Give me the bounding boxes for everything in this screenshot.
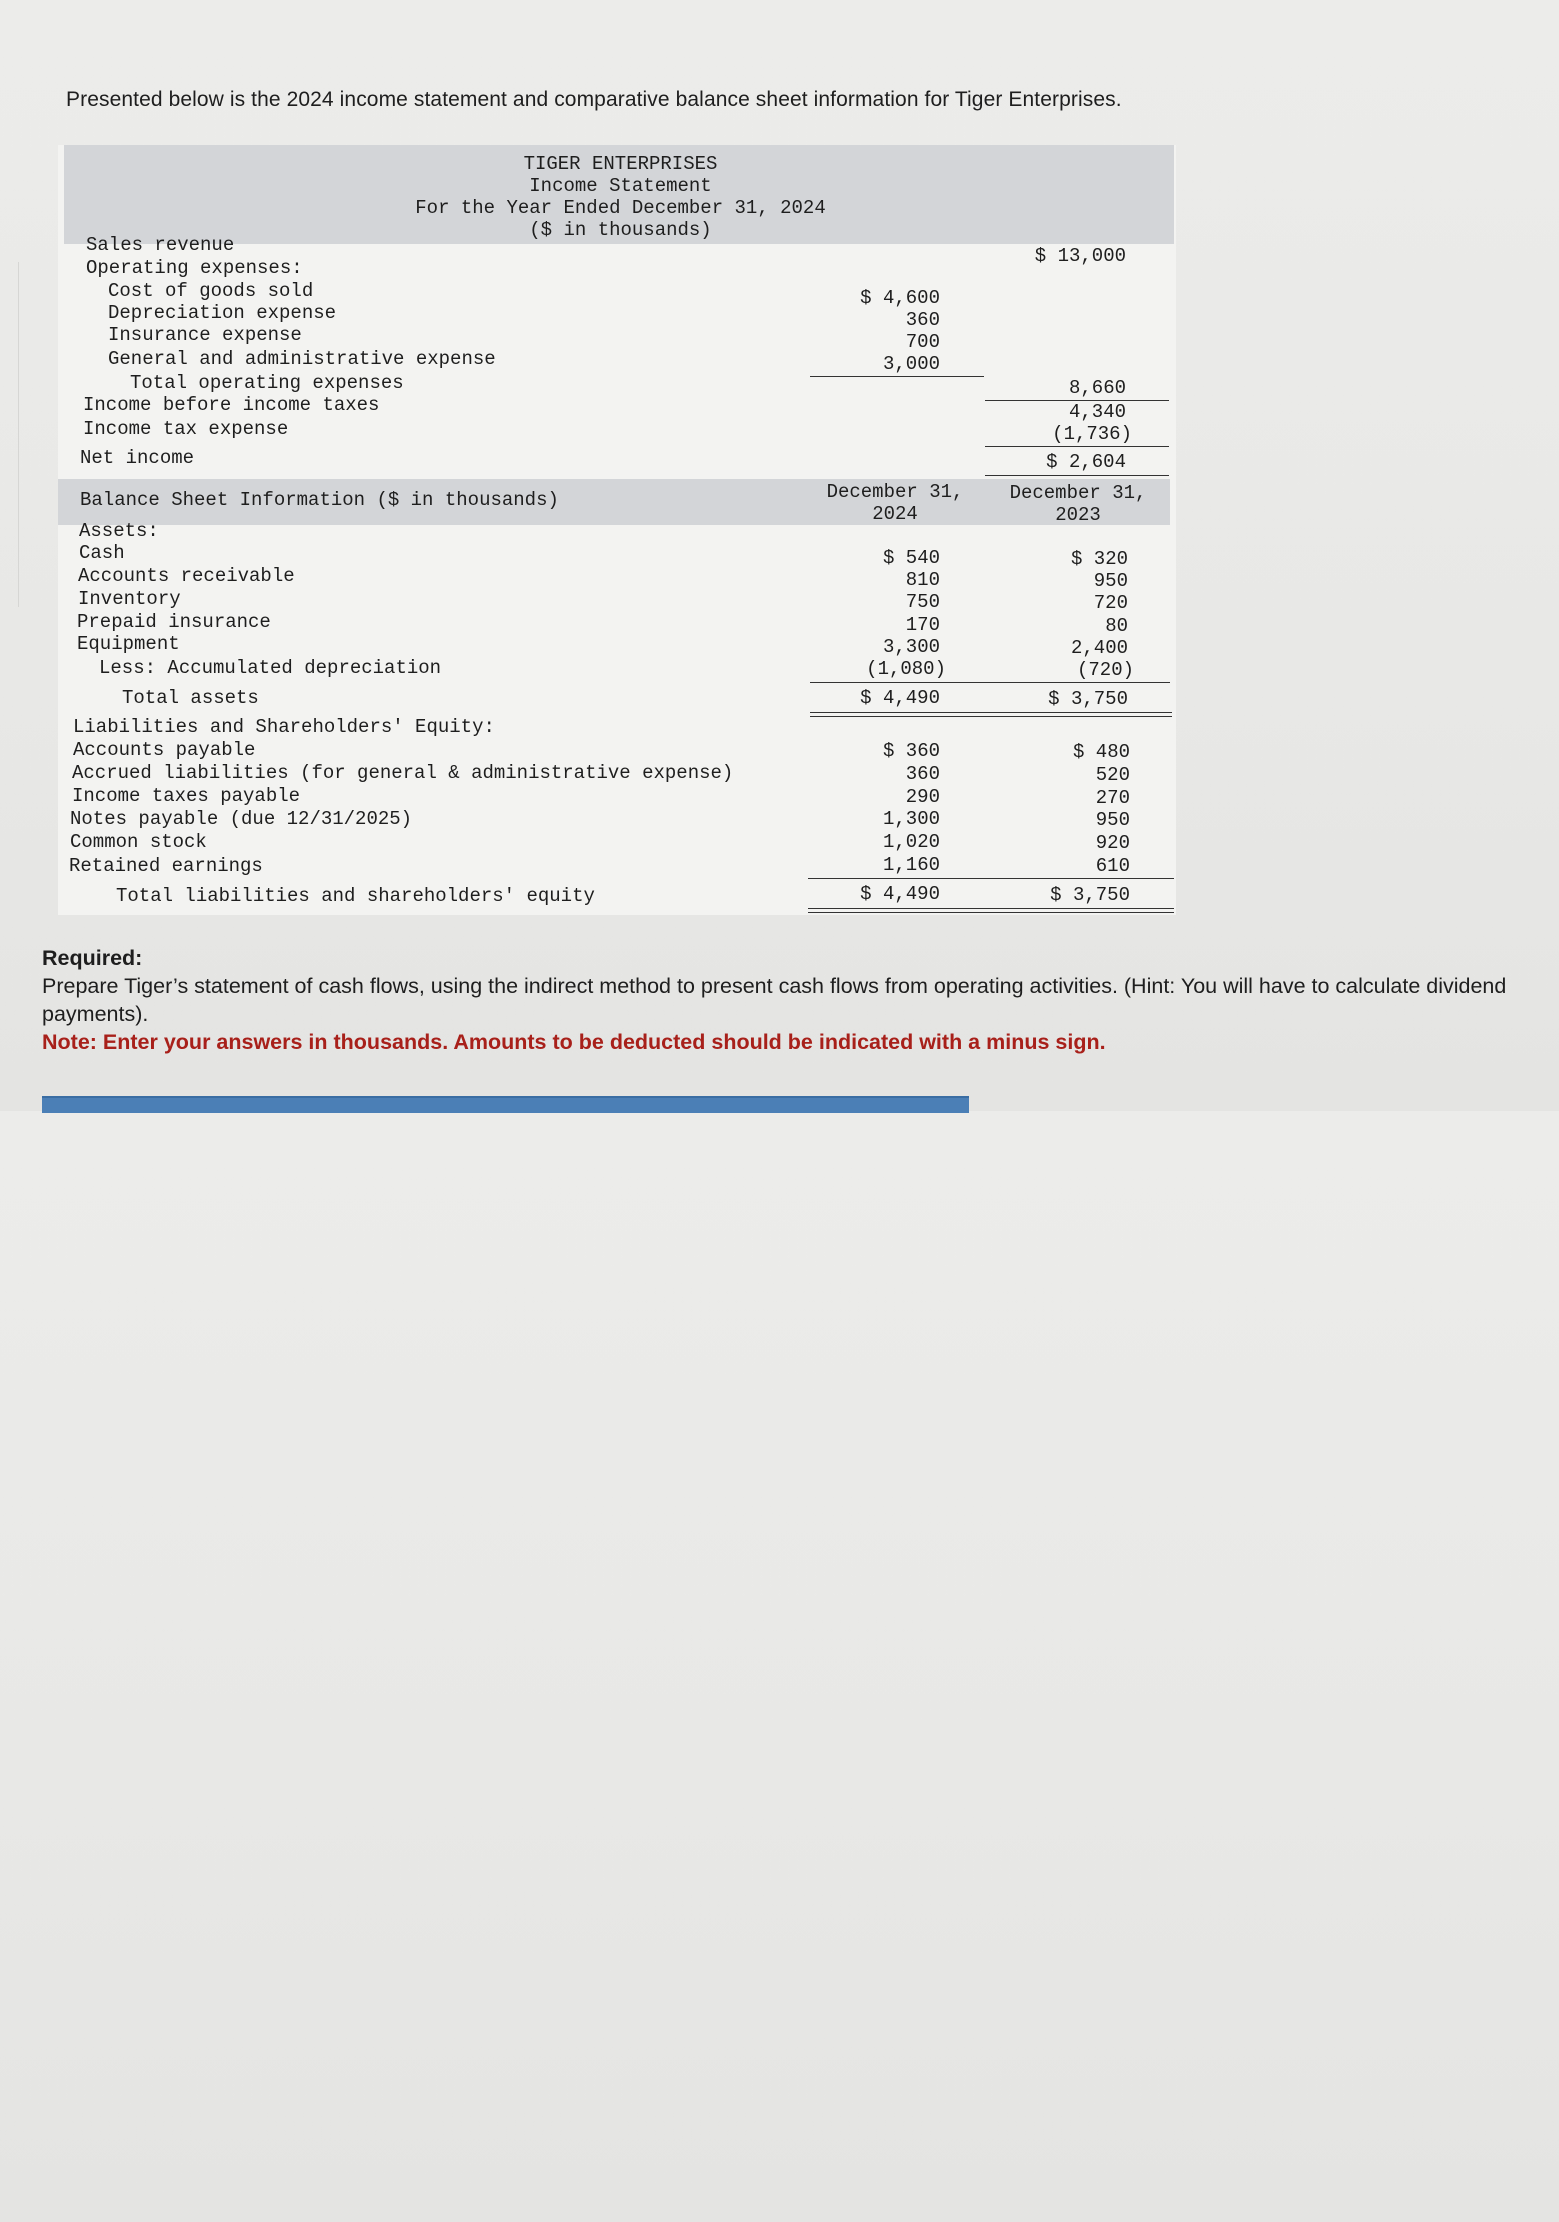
- balance-sheet-title: Balance Sheet Information ($ in thousands): [80, 489, 559, 511]
- income-before-tax-label: Income before income taxes: [83, 394, 380, 416]
- asset-2024-value: 810: [905, 569, 940, 591]
- asset-2023-value: 80: [1105, 615, 1128, 637]
- asset-2024-value: 170: [905, 614, 940, 636]
- asset-2024-value: 3,300: [882, 636, 940, 658]
- expenses-underline: [810, 376, 984, 377]
- total-assets-label: Total assets: [122, 687, 259, 709]
- asset-2023-value: 2,400: [1070, 637, 1128, 659]
- column-header-2023: December 31, 2023: [1009, 482, 1147, 526]
- statement-period: For the Year Ended December 31, 2024: [415, 197, 826, 219]
- tax-expense-amount: (1,736): [1052, 423, 1132, 445]
- liability-2024-value: 1,300: [882, 808, 940, 830]
- liability-2024-value: 290: [905, 786, 940, 808]
- asset-label: Accounts receivable: [78, 565, 295, 587]
- liability-2024-value: $ 360: [882, 740, 940, 762]
- asset-2024-value: 750: [905, 591, 940, 613]
- assets-underline: [810, 682, 1170, 683]
- liability-label: Accounts payable: [73, 739, 256, 761]
- liability-label: Common stock: [70, 831, 207, 853]
- financial-statements-card: [58, 145, 1176, 915]
- statement-units: ($ in thousands): [529, 219, 712, 241]
- liability-2024-value: 1,020: [882, 831, 940, 853]
- company-name: TIGER ENTERPRISES: [523, 153, 718, 175]
- asset-label: Equipment: [77, 633, 180, 655]
- assets-label: Assets:: [79, 520, 159, 542]
- asset-2023-value: $ 320: [1070, 548, 1128, 570]
- net-income-amount: $ 2,604: [1046, 451, 1126, 473]
- expense-label: General and administrative expense: [108, 348, 496, 370]
- liabilities-underline: [808, 878, 1174, 879]
- asset-2024-value: $ 540: [882, 547, 940, 569]
- total-liabilities-double-underline: [808, 908, 1174, 913]
- total-operating-label: Total operating expenses: [130, 372, 404, 394]
- asset-label: Less: Accumulated depreciation: [99, 657, 442, 679]
- statement-title: Income Statement: [529, 175, 712, 197]
- expense-amount: 360: [905, 309, 940, 331]
- total-assets-double-underline: [810, 712, 1172, 717]
- column-header-2024: December 31, 2024: [826, 481, 964, 525]
- asset-2023-value: 720: [1093, 592, 1128, 614]
- liability-2023-value: 520: [1095, 764, 1130, 786]
- total-liabilities-2023: $ 3,750: [1050, 884, 1130, 906]
- income-before-tax-amount: 4,340: [1068, 401, 1126, 423]
- liabilities-label: Liabilities and Shareholders' Equity:: [73, 716, 495, 738]
- required-section: [42, 944, 1512, 1056]
- required-note: Note: Enter your answers in thousands. Amounts to be deducted should be indicated with a minus sign.: [42, 1030, 1106, 1054]
- page-margin-line: [0, 262, 19, 607]
- asset-label: Cash: [79, 542, 125, 564]
- sales-revenue-amount: $ 13,000: [1034, 245, 1126, 267]
- liability-label: Retained earnings: [69, 855, 263, 877]
- required-text: Prepare Tiger’s statement of cash flows, using the indirect method to present cash flows from operating activities. (Hint: You will have to calculate dividend payments).: [42, 974, 1507, 1026]
- liability-2023-value: 270: [1095, 787, 1130, 809]
- total-operating-amount: 8,660: [1068, 377, 1126, 399]
- liability-2023-value: 950: [1095, 809, 1130, 831]
- tax-expense-label: Income tax expense: [83, 418, 289, 440]
- asset-2023-value: (720): [1076, 659, 1134, 681]
- tax-underline: [985, 446, 1169, 447]
- liability-2024-value: 360: [905, 763, 940, 785]
- sales-revenue-label: Sales revenue: [86, 234, 235, 256]
- total-assets-2024: $ 4,490: [860, 687, 940, 709]
- liability-2023-value: 610: [1095, 855, 1130, 877]
- intro-text: Presented below is the 2024 income statement and comparative balance sheet information for Tiger Enterprises.: [66, 88, 1122, 111]
- expense-label: Insurance expense: [108, 324, 302, 346]
- expense-label: Depreciation expense: [108, 302, 337, 324]
- net-income-label: Net income: [80, 447, 195, 469]
- liability-label: Income taxes payable: [72, 785, 301, 807]
- liability-2023-value: 920: [1095, 832, 1130, 854]
- expense-label: Cost of goods sold: [108, 280, 314, 302]
- expense-amount: $ 4,600: [860, 287, 940, 309]
- total-liabilities-label: Total liabilities and shareholders' equity: [116, 885, 595, 907]
- liability-label: Notes payable (due 12/31/2025): [70, 808, 413, 830]
- total-assets-2023: $ 3,750: [1048, 688, 1128, 710]
- liability-2023-value: $ 480: [1072, 741, 1130, 763]
- asset-label: Prepaid insurance: [77, 611, 271, 633]
- total-liabilities-2024: $ 4,490: [860, 883, 940, 905]
- expense-amount: 3,000: [882, 353, 940, 375]
- asset-label: Inventory: [78, 588, 181, 610]
- asset-2024-value: (1,080): [866, 658, 946, 680]
- liability-2024-value: 1,160: [882, 854, 940, 876]
- operating-expenses-label: Operating expenses:: [86, 257, 303, 279]
- required-heading: Required:: [42, 946, 143, 970]
- asset-2023-value: 950: [1093, 570, 1128, 592]
- expense-amount: 700: [905, 331, 940, 353]
- answer-table-header-bar: [42, 1096, 969, 1113]
- liability-label: Accrued liabilities (for general & administrative expense): [72, 762, 734, 784]
